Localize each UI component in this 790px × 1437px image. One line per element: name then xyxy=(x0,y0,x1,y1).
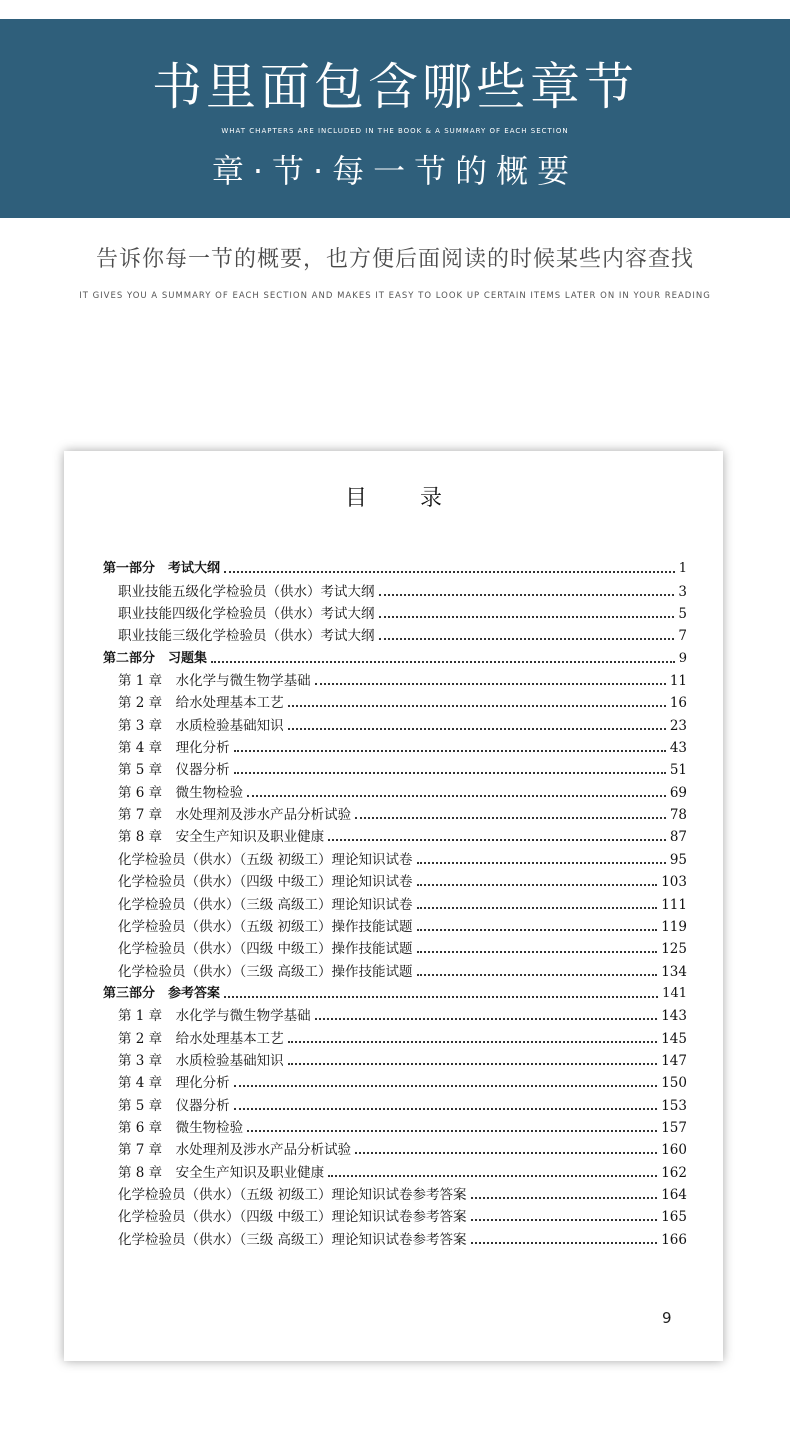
toc-entry-label: 第 3 章 水质检验基础知识 xyxy=(118,1052,284,1069)
toc-entry-page: 145 xyxy=(661,1030,687,1047)
toc-leader-dots xyxy=(417,974,658,976)
toc-entry-page: 3 xyxy=(678,583,687,600)
toc-entry-label: 化学检验员（供水）（三级 高级工）理论知识试卷 xyxy=(118,896,413,913)
toc-entry-page: 16 xyxy=(669,695,687,712)
toc-entry-page: 43 xyxy=(669,740,687,757)
toc-entry-label: 第 8 章 安全生产知识及职业健康 xyxy=(118,829,325,846)
toc-entry-page: 165 xyxy=(661,1209,687,1226)
toc-leader-dots xyxy=(355,1152,657,1154)
toc-entry-page: 103 xyxy=(661,874,687,891)
toc-entry-row xyxy=(103,869,687,891)
toc-entry-row xyxy=(103,779,687,801)
toc-leader-dots xyxy=(315,683,666,685)
toc-entry-row xyxy=(103,1137,687,1159)
toc-entry-label: 第 3 章 水质检验基础知识 xyxy=(118,717,284,734)
toc-entry-label: 第一部分 考试大纲 xyxy=(103,561,221,577)
toc-leader-dots xyxy=(379,594,675,596)
toc-entry-page: 9 xyxy=(678,650,687,666)
toc-part-row xyxy=(103,981,687,1003)
toc-entry-label: 第 2 章 给水处理基本工艺 xyxy=(118,695,284,712)
toc-entry-page: 111 xyxy=(661,896,687,913)
toc-entry-page: 87 xyxy=(669,829,687,846)
toc-entry-page: 119 xyxy=(661,918,687,935)
toc-entry-page: 164 xyxy=(661,1186,687,1203)
tagline: 告诉你每一节的概要，也方便后面阅读的时候某些内容查找 xyxy=(95,247,694,272)
toc-entry-page: 7 xyxy=(678,628,687,645)
toc-leader-dots xyxy=(234,1085,658,1087)
toc-entry-row xyxy=(103,757,687,779)
toc-entry-page: 147 xyxy=(661,1052,687,1069)
toc-entry-label: 职业技能五级化学检验员（供水）考试大纲 xyxy=(118,583,375,600)
toc-entry-label: 第 6 章 微生物检验 xyxy=(118,784,244,801)
toc-entry-row xyxy=(103,578,687,600)
toc-entry-row xyxy=(103,1070,687,1092)
toc-entry-label: 第 1 章 水化学与微生物学基础 xyxy=(118,673,311,690)
toc-entry-label: 第 2 章 给水处理基本工艺 xyxy=(118,1030,284,1047)
toc-entry-label: 化学检验员（供水）（三级 高级工）操作技能试题 xyxy=(118,963,413,980)
toc-leader-dots xyxy=(379,638,675,640)
toc-leader-dots xyxy=(417,929,658,931)
toc-entry-label: 化学检验员（供水）（五级 初级工）理论知识试卷 xyxy=(118,851,413,868)
toc-entry-page: 51 xyxy=(669,762,687,779)
toc-entry-label: 化学检验员（供水）（四级 中级工）理论知识试卷参考答案 xyxy=(118,1209,467,1226)
toc-entry-label: 第 8 章 安全生产知识及职业健康 xyxy=(118,1164,325,1181)
toc-entry-row xyxy=(103,1159,687,1181)
toc-entry-page: 157 xyxy=(661,1119,687,1136)
header-banner xyxy=(0,19,790,218)
toc-entry-page: 23 xyxy=(669,717,687,734)
toc-entry-page: 166 xyxy=(661,1231,687,1248)
toc-leader-dots xyxy=(224,571,675,573)
toc-leader-dots xyxy=(247,1130,657,1132)
toc-entry-label: 第三部分 参考答案 xyxy=(103,985,221,1001)
toc-entry-label: 化学检验员（供水）（四级 中级工）操作技能试题 xyxy=(118,941,413,958)
toc-part-row xyxy=(103,556,687,578)
toc-entry-row xyxy=(103,1003,687,1025)
toc-entry-row xyxy=(103,601,687,623)
toc-entry-row xyxy=(103,891,687,913)
toc-entry-page: 162 xyxy=(661,1164,687,1181)
toc-leader-dots xyxy=(234,772,666,774)
toc-entry-row xyxy=(103,802,687,824)
toc-entry-page: 143 xyxy=(661,1008,687,1025)
toc-leader-dots xyxy=(328,839,666,841)
toc-entry-page: 141 xyxy=(662,985,687,1001)
toc-leader-dots xyxy=(224,996,658,998)
toc-leader-dots xyxy=(211,661,675,663)
toc-leader-dots xyxy=(234,1108,658,1110)
toc-entry-page: 5 xyxy=(678,606,687,623)
toc-entry-page: 134 xyxy=(661,963,687,980)
toc-leader-dots xyxy=(471,1197,658,1199)
toc-leader-dots xyxy=(417,862,666,864)
toc-entry-label: 第 7 章 水处理剂及涉水产品分析试验 xyxy=(118,1142,352,1159)
toc-entry-label: 化学检验员（供水）（五级 初级工）操作技能试题 xyxy=(118,918,413,935)
toc-leader-dots xyxy=(471,1242,658,1244)
toc-entry-row xyxy=(103,846,687,868)
toc-entry-row xyxy=(103,1182,687,1204)
tagline-en: IT GIVES YOU A SUMMARY OF EACH SECTION AND MAKES IT EASY TO LOOK UP CERTAIN ITEMS LATER ON IN YOUR READING xyxy=(79,291,711,301)
toc-leader-dots xyxy=(379,616,675,618)
banner-subtitle: 章·节·每一节的概要 xyxy=(211,152,579,190)
toc-entry-label: 化学检验员（供水）（三级 高级工）理论知识试卷参考答案 xyxy=(118,1231,467,1248)
toc-leader-dots xyxy=(315,1018,658,1020)
toc-leader-dots xyxy=(471,1219,658,1221)
toc-entry-page: 95 xyxy=(669,851,687,868)
table-of-contents-page xyxy=(64,451,723,1361)
toc-entry-label: 第 5 章 仪器分析 xyxy=(118,1097,230,1114)
toc-entry-label: 化学检验员（供水）（四级 中级工）理论知识试卷 xyxy=(118,874,413,891)
toc-entry-page: 125 xyxy=(661,941,687,958)
toc-entry-row xyxy=(103,735,687,757)
toc-entry-page: 153 xyxy=(661,1097,687,1114)
toc-entry-row xyxy=(103,936,687,958)
toc-leader-dots xyxy=(417,907,658,909)
toc-entry-row xyxy=(103,958,687,980)
toc-leader-dots xyxy=(288,1063,658,1065)
toc-entry-label: 第 1 章 水化学与微生物学基础 xyxy=(118,1008,311,1025)
toc-entry-row xyxy=(103,1025,687,1047)
toc-leader-dots xyxy=(355,817,666,819)
toc-entry-row xyxy=(103,1204,687,1226)
toc-title: 目 录 xyxy=(345,486,442,511)
toc-entry-page: 160 xyxy=(661,1142,687,1159)
toc-entry-page: 1 xyxy=(678,561,687,577)
toc-entry-label: 职业技能四级化学检验员（供水）考试大纲 xyxy=(118,606,375,623)
toc-entry-page: 11 xyxy=(669,673,687,690)
toc-leader-dots xyxy=(417,884,658,886)
toc-entry-row xyxy=(103,914,687,936)
toc-entry-label: 第 7 章 水处理剂及涉水产品分析试验 xyxy=(118,807,352,824)
toc-entry-row xyxy=(103,1048,687,1070)
toc-entry-label: 职业技能三级化学检验员（供水）考试大纲 xyxy=(118,628,375,645)
page-number: 9 xyxy=(662,1309,672,1327)
toc-entry-page: 78 xyxy=(669,807,687,824)
toc-leader-dots xyxy=(417,951,658,953)
toc-entry-page: 69 xyxy=(669,784,687,801)
toc-entry-row xyxy=(103,623,687,645)
toc-entry-label: 第二部分 习题集 xyxy=(103,650,208,666)
toc-leader-dots xyxy=(288,705,666,707)
toc-entry-label: 第 4 章 理化分析 xyxy=(118,1075,230,1092)
toc-entry-row xyxy=(103,690,687,712)
toc-leader-dots xyxy=(288,728,666,730)
toc-entry-label: 第 4 章 理化分析 xyxy=(118,740,230,757)
toc-leader-dots xyxy=(234,750,666,752)
toc-entry-label: 第 6 章 微生物检验 xyxy=(118,1119,244,1136)
banner-subtitle-en: WHAT CHAPTERS ARE INCLUDED IN THE BOOK & A SUMMARY OF EACH SECTION xyxy=(221,127,569,135)
banner-title: 书里面包含哪些章节 xyxy=(152,58,638,116)
toc-leader-dots xyxy=(288,1041,658,1043)
toc-entry-row xyxy=(103,668,687,690)
toc-entry-label: 第 5 章 仪器分析 xyxy=(118,762,230,779)
toc-part-row xyxy=(103,645,687,667)
toc-entry-row xyxy=(103,824,687,846)
toc-entry-page: 150 xyxy=(661,1075,687,1092)
toc-entry-row xyxy=(103,1115,687,1137)
toc-leader-dots xyxy=(328,1175,657,1177)
toc-entry-row xyxy=(103,1226,687,1248)
toc-entry-label: 化学检验员（供水）（五级 初级工）理论知识试卷参考答案 xyxy=(118,1186,467,1203)
toc-entry-row xyxy=(103,1092,687,1114)
toc-list xyxy=(103,556,687,1249)
toc-entry-row xyxy=(103,712,687,734)
toc-leader-dots xyxy=(247,795,666,797)
